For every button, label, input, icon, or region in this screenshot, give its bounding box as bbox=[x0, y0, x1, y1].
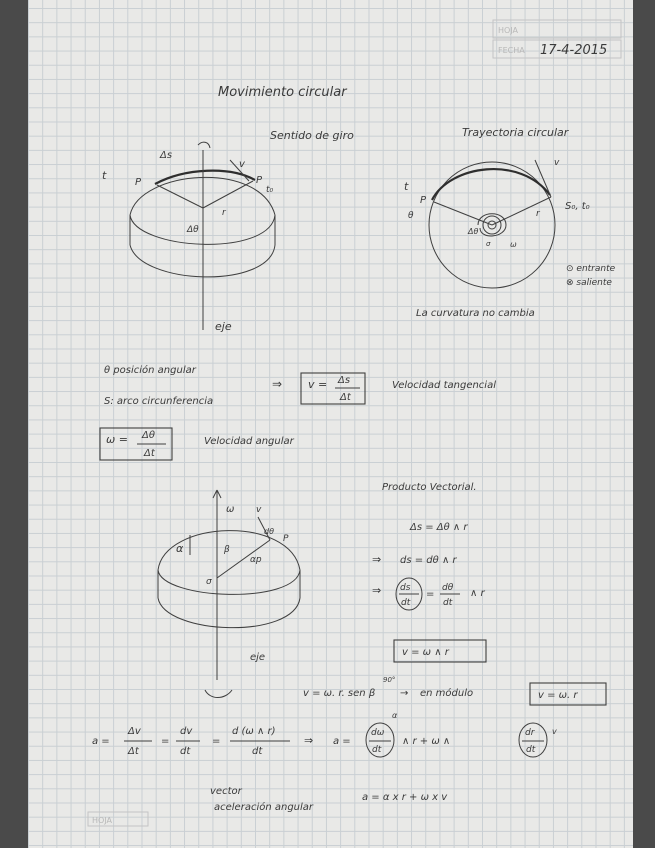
figure-sentido-de-giro bbox=[102, 129, 354, 333]
vel-name: Velocidad tangencial bbox=[392, 380, 496, 391]
acc-eq2: = bbox=[212, 736, 221, 747]
theta-def: θ posición angular bbox=[104, 365, 196, 376]
disk3-bottom bbox=[158, 598, 300, 628]
fig2-omega: ω bbox=[510, 240, 517, 249]
date: 17-4-2015 bbox=[540, 43, 608, 58]
acc-final: a = α x r + ω x v bbox=[362, 792, 448, 803]
vp-eq3-tail: ∧ r bbox=[470, 588, 485, 599]
fig1-dtheta: Δθ bbox=[187, 225, 199, 235]
vp-eq5-modulo: en módulo bbox=[420, 688, 474, 699]
vp-eq3-rhs-den: dt bbox=[443, 598, 453, 608]
acc-f3-num: d (ω ∧ r) bbox=[232, 726, 276, 737]
fig1-ds: Δs bbox=[160, 150, 173, 161]
fig1-axis: eje bbox=[215, 320, 232, 333]
vp-eq3-lhs-num: ds bbox=[400, 583, 411, 593]
fig2-heading: Trayectoria circular bbox=[462, 126, 569, 139]
acc-eq: = bbox=[161, 736, 170, 747]
vel-lhs: v = bbox=[308, 378, 328, 391]
fig3-beta: β bbox=[224, 545, 230, 555]
fig1-t: t bbox=[102, 169, 107, 182]
fig2-theta: θ bbox=[408, 211, 414, 221]
ang-name: Velocidad angular bbox=[204, 436, 294, 447]
acc-f4-den: dt bbox=[372, 745, 382, 755]
omega-arrow-r bbox=[217, 490, 221, 498]
fig1-heading: Sentido de giro bbox=[270, 129, 354, 142]
fig1-v: v bbox=[239, 159, 245, 170]
fig3-o: σ bbox=[206, 577, 212, 587]
implies-arrow: ⇒ bbox=[272, 377, 283, 391]
vp-eq3-rhs-num: dθ bbox=[442, 583, 454, 593]
acc-note1: vector bbox=[210, 786, 242, 797]
fig3-p: P bbox=[283, 534, 289, 544]
footer-label: HOJA bbox=[92, 816, 113, 825]
s-def: S: arco circunferencia bbox=[104, 396, 214, 407]
vector-product bbox=[303, 482, 606, 705]
omega-arrow-l bbox=[213, 490, 217, 498]
fecha-label: FECHA bbox=[498, 46, 525, 55]
vp-eq3-prefix: ⇒ bbox=[372, 584, 382, 597]
fig3-dtheta: dθ bbox=[264, 527, 274, 536]
disk3-top-front bbox=[158, 570, 300, 594]
fig2-s0t0: S₀, t₀ bbox=[565, 201, 590, 212]
acc-f4-num: dω bbox=[371, 728, 385, 738]
vp-eq1: Δs = Δθ ∧ r bbox=[410, 522, 468, 533]
vp-heading: Producto Vectorial. bbox=[382, 482, 477, 493]
vp-eq5-arrow: → bbox=[400, 688, 409, 699]
vel-den: Δt bbox=[340, 392, 351, 403]
acc-f3-den: dt bbox=[252, 746, 263, 757]
acc-f5-num: dr bbox=[525, 728, 535, 738]
acc-a2: a = bbox=[333, 736, 351, 747]
ang-den: Δt bbox=[144, 448, 155, 459]
fig2-dtheta: Δθ bbox=[468, 227, 479, 236]
vp-eq4: v = ω ∧ r bbox=[402, 647, 449, 658]
fig2-velocity bbox=[535, 160, 551, 197]
acc-implies: ⇒ bbox=[304, 734, 314, 747]
definitions bbox=[100, 364, 496, 460]
acc-mid: ∧ r + ω ∧ bbox=[402, 736, 451, 747]
legend-entrante: ⊙ entrante bbox=[566, 264, 616, 274]
fig3-v: v bbox=[256, 505, 262, 515]
vp-eq3-eq: = bbox=[426, 589, 435, 600]
vp-eq2-prefix: ⇒ bbox=[372, 553, 382, 566]
acc-f1-den: Δt bbox=[128, 746, 139, 757]
fig2-sigma: σ bbox=[486, 240, 491, 248]
hoja-label: HOJA bbox=[498, 26, 519, 35]
acc-v-mark: v bbox=[552, 727, 557, 736]
disk3-sides bbox=[158, 570, 300, 598]
fig2-t: t bbox=[404, 180, 409, 193]
figure-disk-vectors bbox=[158, 490, 300, 698]
acc-f2-num: dv bbox=[180, 726, 193, 737]
fig1-p: P bbox=[135, 177, 142, 188]
acc-f5-den: dt bbox=[526, 745, 536, 755]
rotation-arrow bbox=[205, 690, 232, 698]
acceleration-derivation bbox=[92, 711, 557, 813]
fig2-r: r bbox=[536, 209, 540, 219]
fig2-p: P bbox=[420, 195, 427, 206]
figure-trayectoria-circular bbox=[404, 126, 616, 319]
fig2-v: v bbox=[554, 158, 560, 168]
vp-eq5: v = ω. r. sen β bbox=[303, 688, 376, 699]
fig2-caption: La curvatura no cambia bbox=[416, 308, 535, 319]
acc-lhs: a = bbox=[92, 736, 110, 747]
fig3-alpha-p: αp bbox=[250, 555, 262, 565]
vp-note-90: 90° bbox=[383, 676, 396, 684]
arc-trajectory bbox=[432, 169, 550, 200]
acc-note2: aceleración angular bbox=[214, 802, 314, 813]
fig2-radius-s0 bbox=[492, 197, 551, 225]
ang-lhs: ω = bbox=[106, 433, 128, 446]
vp-eq5-box-text: v = ω. r bbox=[538, 690, 578, 701]
fig1-r: r bbox=[222, 208, 226, 218]
radius-p bbox=[157, 185, 203, 208]
acc-alpha-mark: α bbox=[392, 711, 398, 720]
fig3-alpha: α bbox=[176, 542, 184, 555]
vel-num: Δs bbox=[338, 375, 351, 386]
rotation-mark bbox=[198, 142, 210, 148]
page-title: Movimiento circular bbox=[218, 85, 347, 100]
fig1-p2: P bbox=[256, 175, 263, 186]
vp-eq2: ds = dθ ∧ r bbox=[400, 555, 457, 566]
fig3-axis: eje bbox=[250, 652, 266, 663]
legend-saliente: ⊗ saliente bbox=[566, 278, 612, 288]
acc-f2-den: dt bbox=[180, 746, 191, 757]
vp-eq3-lhs-den: dt bbox=[401, 598, 411, 608]
radius-p0 bbox=[203, 181, 253, 208]
ang-num: Δθ bbox=[142, 430, 155, 441]
fig1-t0: t₀ bbox=[266, 185, 274, 195]
acc-f1-num: Δv bbox=[128, 726, 141, 737]
fig3-omega: ω bbox=[226, 504, 235, 515]
